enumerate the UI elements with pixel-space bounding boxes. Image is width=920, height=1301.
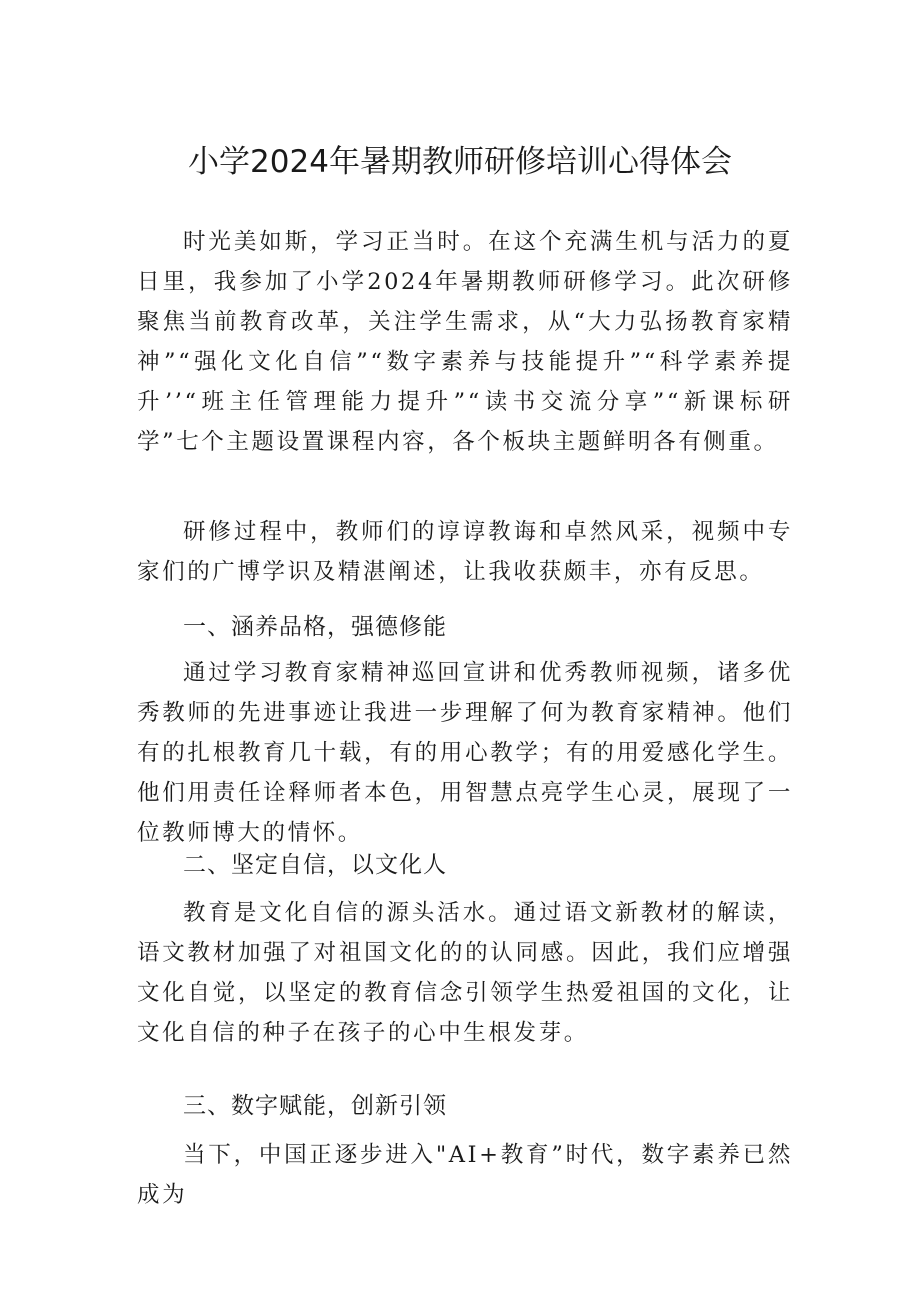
section-heading-2: 二、坚定自信，以文化人 xyxy=(183,852,447,878)
paragraph-section-2: 教育是文化自信的源头活水。通过语文新教材的解读，语文教材加强了对祖国文化的的认同感。因此，我们应增强文化自觉，以坚定的教育信念引领学生热爱祖国的文化，让文化自信的种子在孩子的心中生根发芽。 xyxy=(137,900,793,1046)
paragraph-intro: 时光美如斯，学习正当时。在这个充满生机与活力的夏日里，我参加了小学2024年暑期教师研修学习。此次研修聚焦当前教育改革，关注学生需求，从“大力弘扬教育家精神”“强化文化自信”“数字素养与技能提升”“科学素养提升’’“班主任管理能力提升”“读书交流分享”“新课标研学”七个主题设置课程内容，各个板块主题鲜明各有侧重。 xyxy=(137,229,793,455)
section-heading-1: 一、涵养品格，强德修能 xyxy=(183,614,447,640)
paragraph-reflection: 研修过程中，教师们的谆谆教诲和卓然风采，视频中专家们的广博学识及精湛阐述，让我收获颇丰，亦有反思。 xyxy=(137,519,793,585)
section-heading-3: 三、数字赋能，创新引领 xyxy=(183,1093,447,1119)
paragraph-section-3: 当下，中国正逐步进入"AI+教育”时代，数字素养已然成为 xyxy=(137,1142,793,1208)
document-title: 小学2024年暑期教师研修培训心得体会 xyxy=(188,144,732,180)
paragraph-section-1: 通过学习教育家精神巡回宣讲和优秀教师视频，诸多优秀教师的先进事迹让我进一步理解了何为教育家精神。他们有的扎根教育几十载，有的用心教学；有的用爱感化学生。他们用责任诠释师者本色，用智慧点亮学生心灵，展现了一位教师博大的情怀。 xyxy=(137,660,793,846)
